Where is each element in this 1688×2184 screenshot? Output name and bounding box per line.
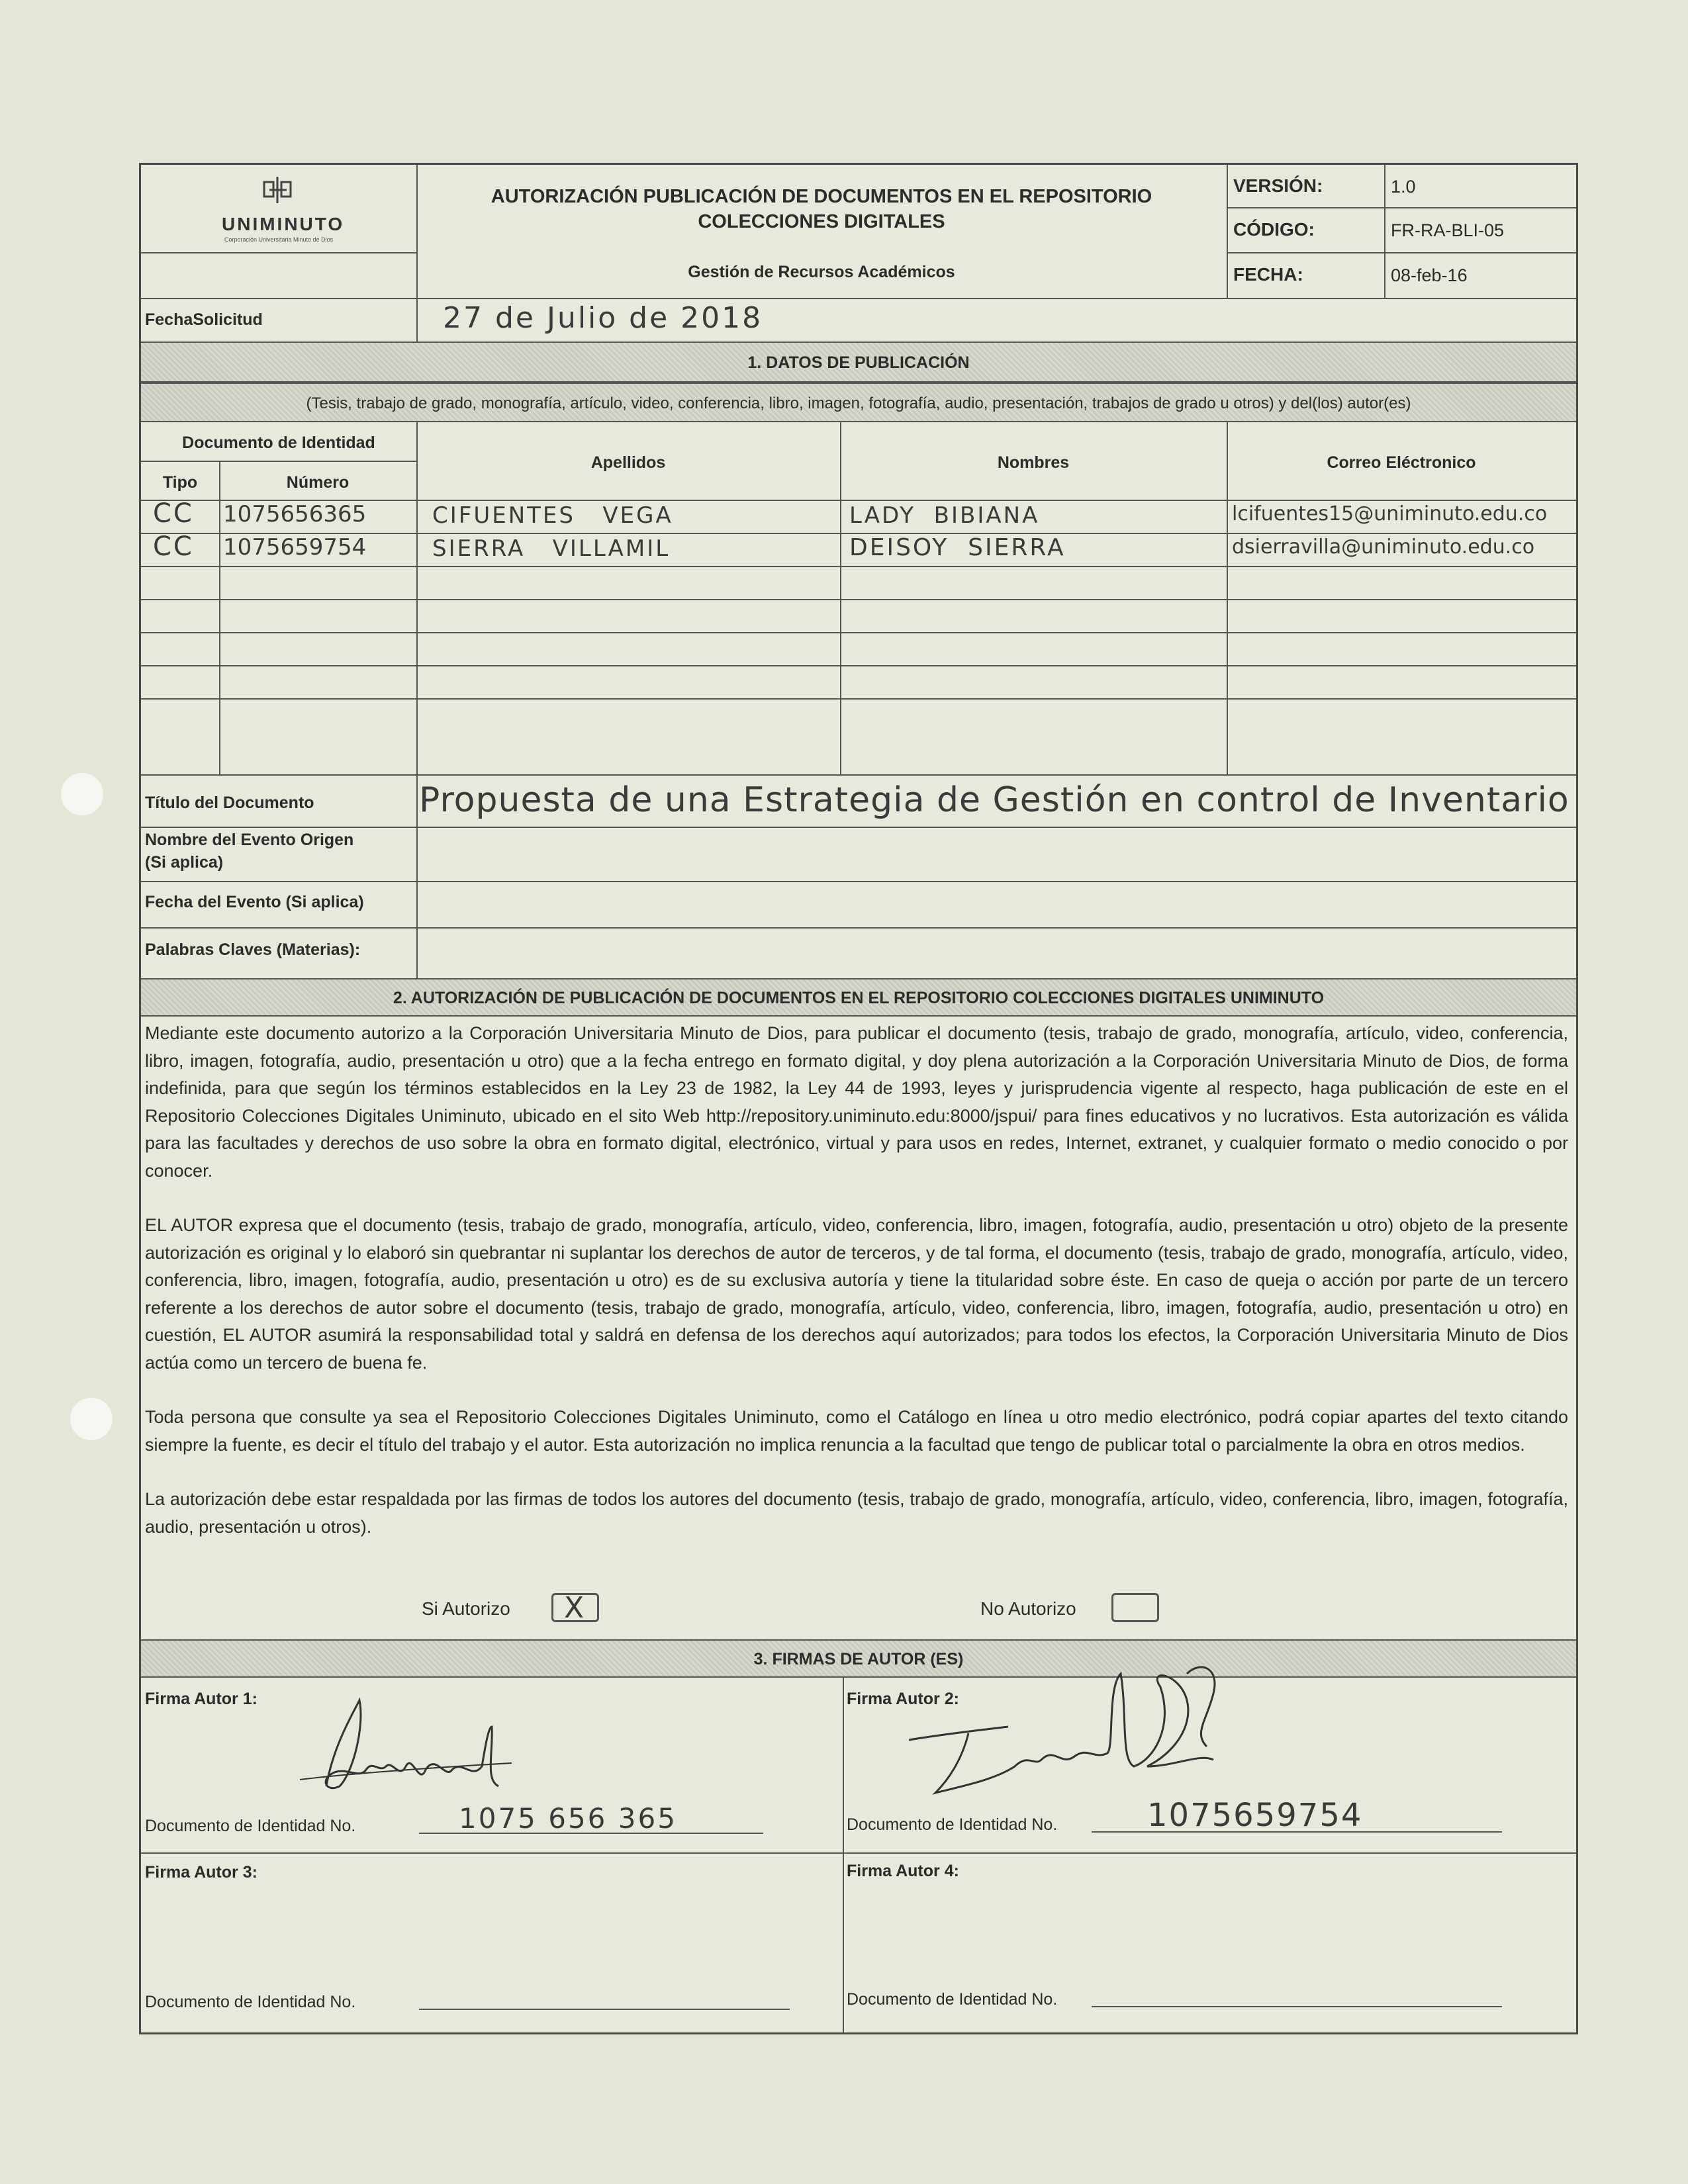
- col-correo: Correo Eléctronico: [1327, 453, 1476, 472]
- section1-title: 1. DATOS DE PUBLICACIÓN: [747, 353, 970, 372]
- doc-value-1: 1075 656 365: [459, 1802, 677, 1835]
- punch-hole-top: [61, 773, 103, 815]
- signature-label-3: Firma Autor 3:: [145, 1863, 258, 1882]
- request-date-label: FechaSolicitud: [145, 310, 263, 329]
- signature-label-2: Firma Autor 2:: [847, 1690, 959, 1708]
- section2-title: 2. AUTORIZACIÓN DE PUBLICACIÓN DE DOCUMENTOS EN EL REPOSITORIO COLECCIONES DIGITALES UNIMINUTO: [393, 989, 1325, 1007]
- logo-text: UNIMINUTO: [222, 214, 345, 234]
- doc-value-2: 1075659754: [1147, 1797, 1363, 1834]
- section2-header: [141, 978, 1576, 1017]
- author-tipo: CC: [153, 498, 194, 529]
- event-name-label: Nombre del Evento Origen: [145, 831, 354, 849]
- version-value: 1.0: [1391, 177, 1416, 197]
- doc-label-4: Documento de Identidad No.: [847, 1990, 1058, 2009]
- author-numero: 1075659754: [223, 534, 367, 561]
- col-tipo: Tipo: [162, 473, 198, 492]
- signature-label-4: Firma Autor 4:: [847, 1862, 959, 1880]
- authorization-paragraph-3: Toda persona que consulte ya sea el Repositorio Colecciones Digitales Uniminuto, como el Catálogo en línea u otro medio electrónico, podrá copiar apartes del texto citando siempre la fuente, es decir el título del trabajo y el autor. Esta autorización no implica renuncia a la facultad que tengo de publicar total o parcialmente la obra en otros medios.: [145, 1407, 1568, 1455]
- authorization-paragraph-1: Mediante este documento autorizo a la Corporación Universitaria Minuto de Dios, para publicar el documento (tesis, trabajo de grado, monografía, artículo, video, conferencia, libro, imagen, fotografía, audio, presentación u otro) que a la fecha entrego en formato digital, y doy plena autorización a la Corporación Universitaria Minuto de Dios, de forma indefinida, para que según los términos establecidos en la Ley 23 de 1982, la Ley 44 de 1993, leyes y jurisprudencia vigente al respecto, haga publicación de este en el Repositorio Colecciones Digitales Uniminuto, ubicado en el sito Web http://repository.uniminuto.edu:8000/jspui/ para fines educativos y no lucrativos. Esta autorización es válida para las facultades y derechos de uso sobre la obra en formato digital, electrónico, virtual y para usos en redes, Internet, extranet, y cualquier formato o medio conocido o por conocer.: [145, 1023, 1568, 1181]
- code-value: FR-RA-BLI-05: [1391, 220, 1505, 240]
- col-numero: Número: [286, 473, 350, 492]
- section3-title: 3. FIRMAS DE AUTOR (ES): [753, 1650, 964, 1668]
- form-title-line1: AUTORIZACIÓN PUBLICACIÓN DE DOCUMENTOS EN EL REPOSITORIO: [491, 186, 1152, 207]
- document-title-value: Propuesta de una Estrategia de Gestión en control de Inventario: [419, 780, 1570, 820]
- authorization-paragraph-2: EL AUTOR expresa que el documento (tesis, trabajo de grado, monografía, artículo, video, conferencia, libro, imagen, fotografía, audio, presentación u otro) objeto de la presente autorización es original y lo elaboró sin quebrantar ni suplantar los derechos de autor de terceros, y de tal forma, el documento (tesis, trabajo de grado, monografía, artículo, video, conferencia, libro, imagen, fotografía, audio, presentación u otro) es de su exclusiva autoría y tiene la titularidad sobre éste. En caso de queja o acción por parte de un tercero referente a los derechos de autor sobre el documento (tesis, trabajo de grado, monografía, artículo, video, conferencia, libro, imagen, fotografía, audio, presentación u otro) en cuestión, EL AUTOR asumirá la responsabilidad total y saldrá en defensa de los derechos aquí autorizados; para todos los efectos, la Corporación Universitaria Minuto de Dios actúa como un tercero de buena fe.: [145, 1215, 1568, 1373]
- si-autorizo-checkbox[interactable]: [551, 1591, 599, 1625]
- doc-line-4: [1092, 2006, 1502, 2007]
- logo-subtext: Corporación Universitaria Minuto de Dios: [224, 236, 334, 243]
- authorization-text: [145, 1020, 1568, 1568]
- doc-label-1: Documento de Identidad No.: [145, 1817, 356, 1835]
- doc-label-2: Documento de Identidad No.: [847, 1815, 1058, 1834]
- col-apellidos: Apellidos: [590, 453, 666, 472]
- checkbox-x-mark: X: [564, 1591, 585, 1625]
- section3-header: [141, 1639, 1576, 1678]
- request-date-value: 27 de Julio de 2018: [443, 301, 763, 335]
- signature-label-1: Firma Autor 1:: [145, 1690, 258, 1708]
- author-apellidos: CIFUENTES VEGA: [432, 502, 673, 529]
- logo-icon: [260, 175, 300, 205]
- form-subtitle: Gestión de Recursos Académicos: [688, 263, 955, 281]
- doc-label-3: Documento de Identidad No.: [145, 1993, 356, 2011]
- version-label: VERSIÓN:: [1233, 175, 1323, 196]
- no-autorizo-label: No Autorizo: [980, 1598, 1076, 1619]
- date-label: FECHA:: [1233, 264, 1303, 285]
- no-autorizo-checkbox[interactable]: [1111, 1593, 1159, 1622]
- section1-subheader: [141, 383, 1576, 422]
- col-doc-identity: Documento de Identidad: [182, 433, 375, 452]
- col-nombres: Nombres: [997, 453, 1070, 472]
- signature-1: [287, 1687, 525, 1819]
- authorization-form: [139, 163, 1578, 2034]
- author-nombres: DEISOY SIERRA: [849, 534, 1066, 561]
- author-correo: dsierravilla@uniminuto.edu.co: [1232, 535, 1535, 559]
- section1-subtitle: (Tesis, trabajo de grado, monografía, artículo, video, conferencia, libro, imagen, fotografía, audio, presentación, trabajos de grado u otros) y del(los) autor(es): [306, 394, 1411, 412]
- author-numero: 1075656365: [223, 501, 367, 527]
- author-tipo: CC: [153, 531, 194, 562]
- author-correo: lcifuentes15@uniminuto.edu.co: [1232, 502, 1548, 525]
- keywords-label: Palabras Claves (Materias):: [145, 940, 361, 959]
- section1-header: [141, 341, 1576, 383]
- date-value: 08-feb-16: [1391, 265, 1468, 285]
- author-apellidos: SIERRA VILLAMIL: [432, 535, 671, 562]
- form-title-line2: COLECCIONES DIGITALES: [698, 211, 945, 232]
- event-date-label: Fecha del Evento (Si aplica): [145, 893, 364, 911]
- code-label: CÓDIGO:: [1233, 219, 1315, 240]
- doc-line-3: [419, 2009, 790, 2010]
- author-nombres: LADY BIBIANA: [849, 502, 1040, 529]
- document-title-label: Título del Documento: [145, 794, 314, 812]
- authorization-paragraph-4: La autorización debe estar respaldada por las firmas de todos los autores del documento (tesis, trabajo de grado, monografía, artículo, video, conferencia, libro, imagen, fotografía, audio, presentación u otros).: [145, 1489, 1568, 1537]
- event-name-label-note: (Si aplica): [145, 853, 224, 872]
- si-autorizo-label: Si Autorizo: [422, 1598, 510, 1619]
- punch-hole-bottom: [70, 1398, 113, 1440]
- logo: [181, 173, 379, 246]
